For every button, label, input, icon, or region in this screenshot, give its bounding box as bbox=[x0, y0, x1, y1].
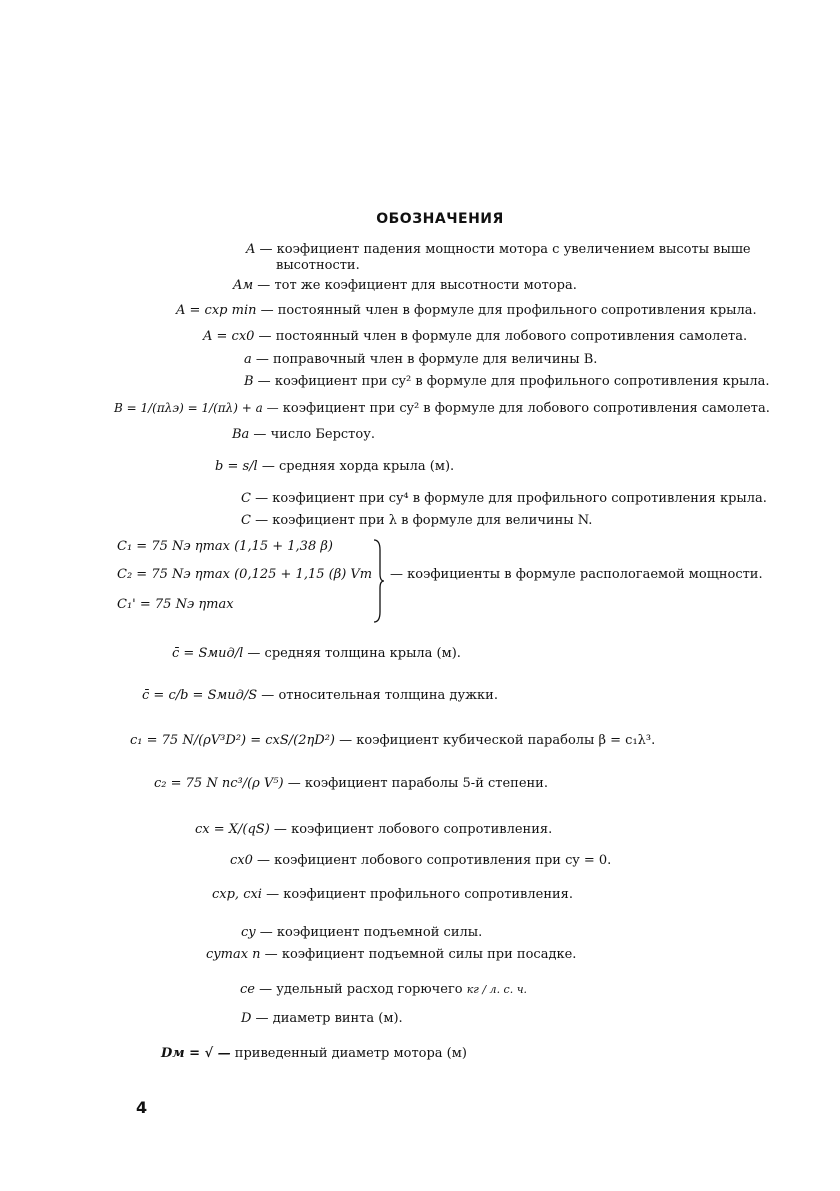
definition: коэфициент при λ в формуле для величины N. bbox=[272, 513, 593, 528]
entry-cy bbox=[241, 925, 482, 941]
definition: коэфициент при cy² в формуле для профильного сопротивления крыла. bbox=[274, 374, 770, 389]
definition: средняя хорда крыла (м). bbox=[278, 459, 455, 474]
entry-C-lambda bbox=[241, 513, 592, 529]
symbol: cx = X/(qS) — bbox=[195, 822, 287, 837]
entry-c1-cubic bbox=[130, 733, 655, 749]
entry-c-mean-thickness bbox=[172, 646, 461, 662]
definition: коэфициент лобового сопротивления при cy = 0. bbox=[274, 853, 612, 868]
definition: коэфициент при cy² в формуле для лобового сопротивления самолета. bbox=[282, 401, 770, 416]
entry-b-chord bbox=[215, 459, 454, 475]
entry-ce bbox=[240, 982, 527, 998]
symbol: ce — bbox=[240, 982, 273, 997]
page-title: ОБОЗНАЧЕНИЯ bbox=[376, 211, 504, 227]
definition: поправочный член в формуле для величины B. bbox=[273, 352, 598, 367]
symbol: A = cxp min — bbox=[176, 303, 274, 318]
entry-Dm bbox=[161, 1046, 467, 1062]
symbol: c₁ = 75 N/(ρV³D²) = cxS/(2ηD²) — bbox=[130, 733, 353, 748]
symbol: c̄ = Sмид/l — bbox=[172, 646, 261, 661]
symbol: C — bbox=[241, 513, 269, 528]
definition: коэфициент профильного сопротивления. bbox=[283, 887, 573, 902]
symbol: Dм = √ — bbox=[161, 1046, 231, 1061]
entry-c2-fifth bbox=[154, 776, 548, 792]
unit: кг / л. с. ч. bbox=[466, 983, 528, 996]
definition: коэфициент подъемной силы. bbox=[276, 925, 483, 940]
entry-cx0 bbox=[230, 853, 611, 869]
definition: коэфициент лобового сопротивления. bbox=[291, 822, 553, 837]
definition: коэфициент падения мощности мотора с увеличением высоты выше bbox=[276, 242, 751, 257]
symbol: B — bbox=[244, 374, 271, 389]
page-number: 4 bbox=[136, 1098, 148, 1117]
entry-C-profile bbox=[241, 491, 767, 507]
entry-A-profile-min bbox=[176, 303, 757, 319]
entry-cymax bbox=[206, 947, 576, 963]
entry-A-falloff-continued: высотности. bbox=[276, 258, 360, 273]
entry-a-correction bbox=[244, 352, 597, 368]
symbol: A = cx0 — bbox=[203, 329, 272, 344]
entry-A-falloff bbox=[246, 242, 751, 258]
symbol: cxp, cxi — bbox=[212, 887, 280, 902]
symbol: b = s/l — bbox=[215, 459, 275, 474]
entry-B-profile bbox=[244, 374, 769, 390]
definition: диаметр винта (м). bbox=[272, 1011, 403, 1026]
formula-C2: C₂ = 75 Nэ ηmax (0,125 + 1,15 (β) Vm bbox=[117, 567, 373, 582]
entry-A-motor bbox=[233, 278, 577, 294]
formula-C1-prime: C₁' = 75 Nэ ηmax bbox=[117, 597, 234, 612]
symbol: cx0 — bbox=[230, 853, 271, 868]
entry-D bbox=[241, 1011, 403, 1027]
coefficients-definition: — коэфициенты в формуле распологаемой мощности. bbox=[390, 567, 763, 582]
definition: постоянный член в формуле для профильного сопротивления крыла. bbox=[277, 303, 757, 318]
entry-cx bbox=[195, 822, 552, 838]
right-brace bbox=[372, 538, 386, 624]
symbol: B = 1/(πλэ) = 1/(πλ) + a — bbox=[114, 401, 279, 415]
entry-cxp-cxi bbox=[212, 887, 573, 903]
entry-Ba bbox=[232, 427, 375, 443]
symbol: C — bbox=[241, 491, 269, 506]
definition: относительная толщина дужки. bbox=[278, 688, 498, 703]
definition: постоянный член в формуле для лобового сопротивления самолета. bbox=[275, 329, 748, 344]
symbol: c̄ = c/b = Sмид/S — bbox=[142, 688, 275, 703]
definition: тот же коэфициент для высотности мотора. bbox=[274, 278, 577, 293]
definition: число Берстоу. bbox=[270, 427, 375, 442]
definition: средняя толщина крыла (м). bbox=[264, 646, 461, 661]
symbol: cy — bbox=[241, 925, 273, 940]
symbol: D — bbox=[241, 1011, 269, 1026]
definition: коэфициент при cy⁴ в формуле для профильного сопротивления крыла. bbox=[272, 491, 767, 506]
definition: коэфициент кубической параболы β = c₁λ³. bbox=[356, 733, 656, 748]
definition: коэфициент параболы 5-й степени. bbox=[304, 776, 548, 791]
entry-c-relative-thickness bbox=[142, 688, 498, 704]
definition: удельный расход горючего bbox=[276, 982, 463, 997]
symbol: A — bbox=[246, 242, 273, 257]
symbol: cymax п — bbox=[206, 947, 278, 962]
definition: коэфициент подъемной силы при посадке. bbox=[281, 947, 577, 962]
symbol: a — bbox=[244, 352, 269, 367]
formula-C1: C₁ = 75 Nэ ηmax (1,15 + 1,38 β) bbox=[117, 539, 333, 554]
symbol: Ba — bbox=[232, 427, 267, 442]
entry-A-drag-zero bbox=[203, 329, 747, 345]
definition: приведенный диаметр мотора (м) bbox=[234, 1046, 467, 1061]
symbol: Aм — bbox=[233, 278, 271, 293]
symbol: c₂ = 75 N nc³/(ρ V⁵) — bbox=[154, 776, 301, 791]
entry-B-drag bbox=[114, 400, 770, 417]
